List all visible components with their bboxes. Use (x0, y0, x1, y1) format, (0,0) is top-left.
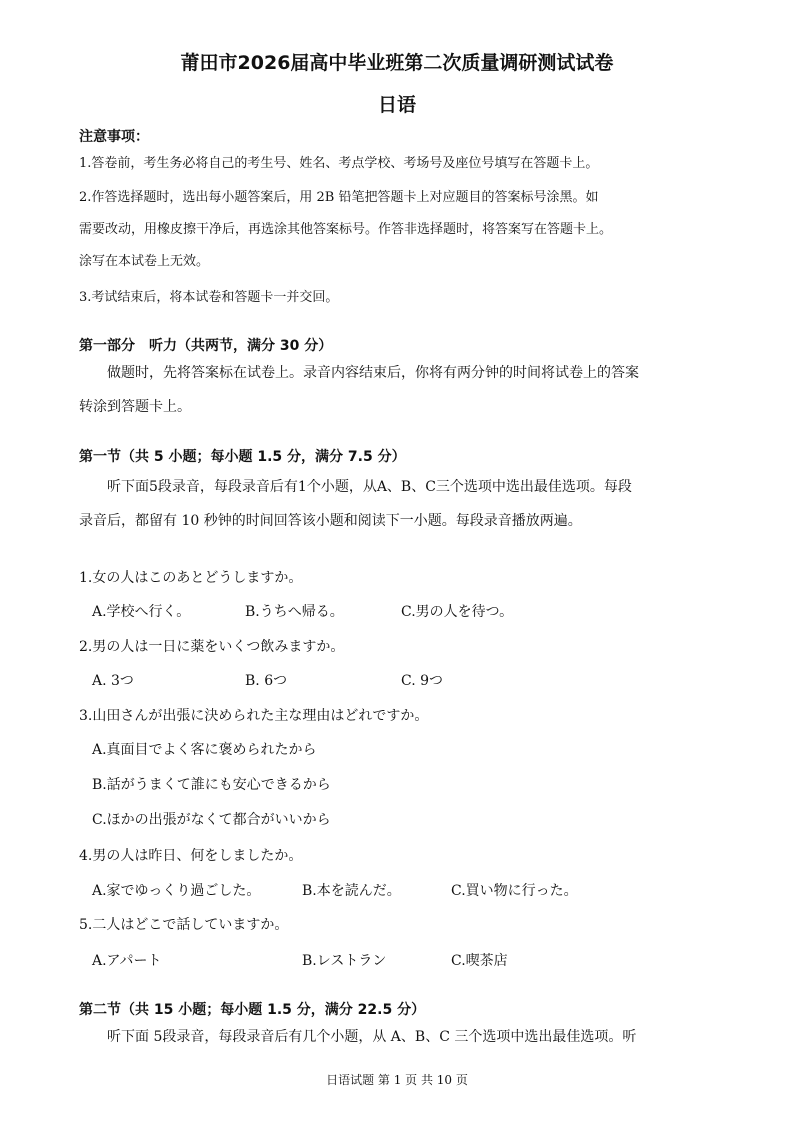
question-5-option-c: C.喫茶店 (451, 953, 508, 969)
notice-line: 2.作答选择题时，选出每小题答案后，用 2B 铅笔把答题卡上对应题目的答案标号涂黑。如 (79, 190, 599, 205)
notice-line: 涂写在本试卷上无效。 (79, 254, 210, 269)
question-1: 1.女の人はこのあとどうしますか。 (79, 570, 303, 586)
section1-instruction: 录音后，都留有 10 秒钟的时间回答该小题和阅读下一小题。每段录音播放两遍。 (79, 513, 582, 529)
question-1-option-c: C.男の人を待つ。 (401, 604, 514, 620)
section2-instruction: 听下面 5段录音，每段录音后有几个小题，从 A、B、C 三个选项中选出最佳选项。听 (107, 1029, 637, 1045)
question-1-option-a: A.学校へ行く。 (92, 604, 191, 620)
question-1-option-b: B.うちへ帰る。 (245, 604, 344, 620)
section2-heading: 第二节（共 15 小题；每小题 1.5 分，满分 22.5 分） (79, 1002, 426, 1018)
question-2-option-c: C. 9つ (401, 673, 444, 689)
exam-title: 莆田市2026届高中毕业班第二次质量调研测试试卷 (180, 52, 614, 74)
question-3-option-a: A.真面目でよく客に褒められたから (92, 742, 317, 758)
notice-line: 需要改动，用橡皮擦干净后，再选涂其他答案标号。作答非选择题时，将答案写在答题卡上。 (79, 222, 613, 237)
question-2: 2.男の人は一日に薬をいくつ飲みますか。 (79, 639, 345, 655)
part1-heading: 第一部分 听力（共两节，满分 30 分） (79, 338, 333, 354)
question-5-option-b: B.レストラン (302, 953, 387, 969)
subject-title: 日语 (377, 94, 416, 116)
page-footer: 日语试题 第 1 页 共 10 页 (326, 1073, 468, 1087)
question-3: 3.山田さんが出張に決められた主な理由はどれですか。 (79, 708, 429, 724)
question-3-option-c: C.ほかの出張がなくて都合がいいから (92, 812, 331, 828)
notice-line: 3.考试结束后，将本试卷和答题卡一并交回。 (79, 290, 339, 305)
question-4: 4.男の人は昨日、何をしましたか。 (79, 848, 303, 864)
question-2-option-a: A. 3つ (92, 673, 134, 689)
question-4-option-b: B.本を読んだ。 (302, 883, 401, 899)
notice-heading: 注意事项： (79, 129, 149, 145)
question-4-option-a: A.家でゆっくり過ごした。 (92, 883, 261, 899)
part1-instruction: 做题时，先将答案标在试卷上。录音内容结束后，你将有两分钟的时间将试卷上的答案 (107, 365, 639, 381)
section1-instruction: 听下面5段录音，每段录音后有1个小题，从A、B、C三个选项中选出最佳选项。每段 (107, 479, 632, 495)
question-2-option-b: B. 6つ (245, 673, 288, 689)
question-5-option-a: A.アパート (92, 953, 162, 969)
question-5: 5.二人はどこで話していますか。 (79, 917, 289, 933)
notice-line: 1.答卷前，考生务必将自己的考生号、姓名、考点学校、考场号及座位号填写在答题卡上。 (79, 156, 599, 171)
question-4-option-c: C.買い物に行った。 (451, 883, 578, 899)
question-3-option-b: B.話がうまくて誰にも安心できるから (92, 777, 331, 793)
section1-heading: 第一节（共 5 小题；每小题 1.5 分，满分 7.5 分） (79, 449, 406, 465)
part1-instruction: 转涂到答题卡上。 (79, 399, 191, 415)
